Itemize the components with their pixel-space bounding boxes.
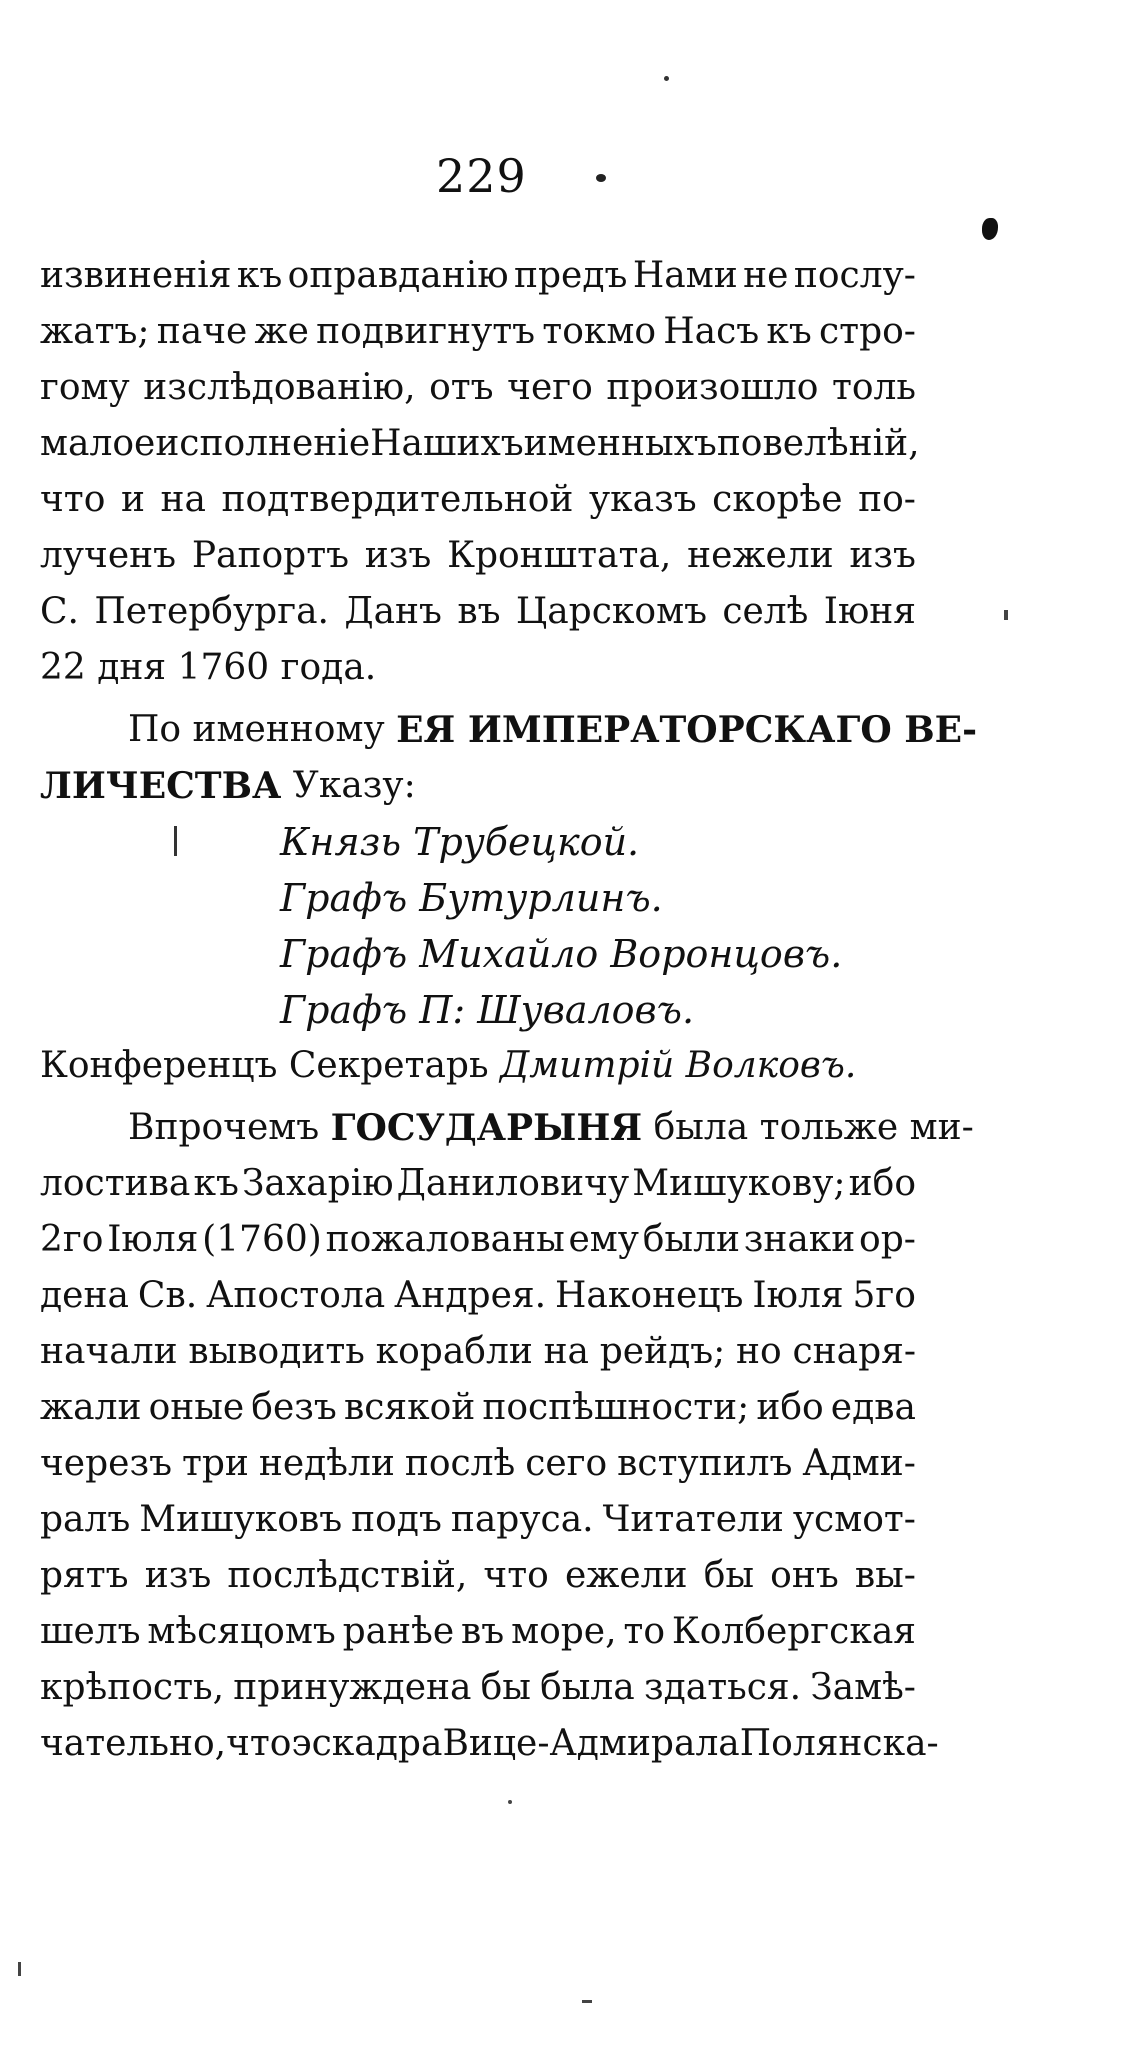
- word: выводить: [188, 1331, 365, 1372]
- text-line: [40, 528, 916, 584]
- text-line: [40, 1212, 916, 1268]
- secretary-title: Конференцъ Секретарь: [40, 1045, 501, 1086]
- word: на: [543, 1331, 590, 1372]
- word: послѣ: [404, 1443, 516, 1484]
- word: 5го: [852, 1275, 916, 1316]
- word: Насъ: [663, 311, 760, 352]
- word: указъ: [588, 479, 697, 520]
- word: что: [226, 1723, 292, 1764]
- word: дена: [40, 1275, 129, 1316]
- decree-line-2: [40, 758, 916, 814]
- word: нежели: [687, 535, 834, 576]
- text-line: [40, 1436, 916, 1492]
- word: къ: [766, 311, 812, 352]
- decree-title-cont: ЛИЧЕСТВА: [40, 765, 282, 807]
- word: въ: [461, 1611, 505, 1652]
- ink-speck: [18, 1962, 21, 1976]
- word: три: [181, 1443, 249, 1484]
- decree-prefix: По именному: [128, 709, 397, 750]
- word: лученъ: [40, 535, 177, 576]
- word: бы: [703, 1555, 755, 1596]
- ink-blot: [982, 218, 998, 240]
- word: Полянска-: [739, 1723, 939, 1764]
- word: едва: [830, 1387, 916, 1428]
- word: произошло: [606, 367, 819, 408]
- word: Іюля: [752, 1275, 844, 1316]
- secretary-name: Дмитрій Волковъ.: [500, 1045, 857, 1086]
- text-line: [40, 1604, 916, 1660]
- word: именныхъ: [523, 423, 717, 464]
- word: токмо: [542, 311, 657, 352]
- word: Даниловичу: [396, 1163, 630, 1204]
- word: 2го: [40, 1219, 104, 1260]
- text-line: [40, 1548, 916, 1604]
- word: Мишукову;: [632, 1163, 846, 1204]
- word: что: [40, 479, 106, 520]
- word: ибо: [756, 1387, 824, 1428]
- word: же: [254, 311, 309, 352]
- word: но: [736, 1331, 782, 1372]
- word: жатъ;: [40, 311, 150, 352]
- text-line: [40, 416, 920, 472]
- paragraph-2: [40, 1100, 974, 1772]
- word: здаться.: [643, 1667, 802, 1708]
- word: послѣдствій,: [227, 1555, 468, 1596]
- word: Вице-Адмирала: [442, 1723, 740, 1764]
- word: то: [623, 1611, 665, 1652]
- word: корабли: [375, 1331, 533, 1372]
- word: начали: [40, 1331, 178, 1372]
- signatures: [40, 814, 916, 1038]
- ink-speck: [1004, 610, 1008, 620]
- word: Захарію: [241, 1163, 394, 1204]
- word: изслѣдованію,: [143, 367, 416, 408]
- text-line: [40, 360, 916, 416]
- decree-title: ЕЯ ИМПЕРАТОРСКАГО ВЕ-: [396, 709, 978, 751]
- word: Апостола: [206, 1275, 386, 1316]
- word: сего: [525, 1443, 608, 1484]
- decree-line-1: [40, 702, 978, 758]
- word: (1760): [202, 1219, 322, 1260]
- word: изъ: [364, 535, 432, 576]
- text-line: [40, 584, 916, 640]
- word: крѣпость,: [40, 1667, 225, 1708]
- ink-speck: [174, 826, 177, 856]
- word: Замѣ-: [810, 1667, 916, 1708]
- word: безъ: [251, 1387, 337, 1428]
- word: паче: [156, 311, 248, 352]
- word: Нами: [632, 255, 738, 296]
- word: Іюля: [107, 1219, 199, 1260]
- word: Нашихъ: [370, 423, 524, 464]
- word: Андрея.: [394, 1275, 547, 1316]
- text-line: [40, 1324, 916, 1380]
- word: ибо: [848, 1163, 916, 1204]
- decree-suffix: Указу:: [281, 765, 416, 806]
- text-line: [40, 1660, 916, 1716]
- word: была: [540, 1667, 635, 1708]
- word: предъ: [514, 255, 628, 296]
- word: стро-: [819, 311, 916, 352]
- word: и: [120, 479, 145, 520]
- word: по-: [858, 479, 916, 520]
- word: Читатели: [602, 1499, 784, 1540]
- word: снаря-: [792, 1331, 916, 1372]
- word: море,: [511, 1611, 617, 1652]
- word: въ: [457, 591, 501, 632]
- word: изъ: [144, 1555, 212, 1596]
- ink-speck: [508, 1800, 512, 1804]
- word: всякой: [343, 1387, 476, 1428]
- word: отъ: [429, 367, 494, 408]
- word: оные: [148, 1387, 245, 1428]
- word: ралъ: [40, 1499, 131, 1540]
- word: ор-: [859, 1219, 916, 1260]
- paragraph-1: [40, 248, 920, 696]
- word: вступилъ: [617, 1443, 793, 1484]
- word: толь: [831, 367, 916, 408]
- word: Св.: [137, 1275, 198, 1316]
- word: не: [743, 255, 789, 296]
- word: Данъ: [344, 591, 442, 632]
- ink-speck: [664, 76, 669, 81]
- text-line: [40, 248, 916, 304]
- decree-heading: [40, 702, 978, 814]
- text-line: [40, 1716, 939, 1772]
- word: были: [642, 1219, 740, 1260]
- word: ежели: [564, 1555, 688, 1596]
- word: шелъ: [40, 1611, 141, 1652]
- signature: Графъ П: Шуваловъ.: [280, 988, 695, 1032]
- word: Мишуковъ: [139, 1499, 343, 1540]
- signature: Графъ Михайло Воронцовъ.: [280, 932, 843, 976]
- word: пожалованы: [325, 1219, 565, 1260]
- secretary-line: [40, 1038, 916, 1094]
- word: рятъ: [40, 1555, 129, 1596]
- text-line: [40, 304, 916, 360]
- word: онъ: [770, 1555, 839, 1596]
- signature: Графъ Бутурлинъ.: [280, 876, 663, 920]
- word: чего: [507, 367, 593, 408]
- word: ему: [568, 1219, 639, 1260]
- word: Кронштата,: [447, 535, 672, 576]
- word: Петербурга.: [94, 591, 329, 632]
- word: скорѣе: [712, 479, 843, 520]
- word: мѣсяцомъ: [147, 1611, 336, 1652]
- word: поспѣшности;: [482, 1387, 750, 1428]
- word: исполненіе: [155, 423, 371, 464]
- word: на: [160, 479, 206, 520]
- text-body: [40, 248, 978, 1772]
- word: повелѣній,: [716, 423, 920, 464]
- word: подтвердительной: [221, 479, 574, 520]
- text-line: [40, 1492, 916, 1548]
- word: знаки: [743, 1219, 856, 1260]
- word: что: [483, 1555, 549, 1596]
- page-number: 229: [436, 149, 527, 203]
- word: подъ: [351, 1499, 442, 1540]
- ink-speck: [582, 2000, 592, 2003]
- text-line: 22 дня 1760 года.: [40, 647, 377, 688]
- word: послу-: [793, 255, 916, 296]
- word: изъ: [849, 535, 916, 576]
- ink-speck: [596, 174, 606, 182]
- word: Царскомъ: [515, 591, 707, 632]
- word: лостива: [40, 1163, 191, 1204]
- word: жали: [40, 1387, 142, 1428]
- word: недѣли: [258, 1443, 395, 1484]
- word: оправданію: [287, 255, 509, 296]
- word: Адми-: [802, 1443, 916, 1484]
- word: Рапортъ: [191, 535, 350, 576]
- word: подвигнутъ: [316, 311, 536, 352]
- word: паруса.: [450, 1499, 594, 1540]
- text-line: [40, 1268, 916, 1324]
- word: Іюня: [823, 591, 916, 632]
- word: селѣ: [722, 591, 809, 632]
- word: принуждена: [233, 1667, 472, 1708]
- word: къ: [236, 255, 283, 296]
- word: рейдъ;: [599, 1331, 726, 1372]
- text-line: [40, 1156, 916, 1212]
- word: гому: [40, 367, 130, 408]
- word: эскадра: [291, 1723, 443, 1764]
- word: чательно,: [40, 1723, 227, 1764]
- word: вы-: [854, 1555, 916, 1596]
- word: къ: [193, 1163, 239, 1204]
- word: усмот-: [792, 1499, 916, 1540]
- word: извиненія: [40, 255, 232, 296]
- word: черезъ: [40, 1443, 172, 1484]
- text-line: [40, 472, 916, 528]
- word: Наконецъ: [555, 1275, 744, 1316]
- word: малое: [40, 423, 156, 464]
- word: бы: [480, 1667, 531, 1708]
- word: Колбергская: [671, 1611, 916, 1652]
- word: ранѣе: [342, 1611, 455, 1652]
- text-line: [40, 1380, 916, 1436]
- word: С.: [40, 591, 79, 632]
- signature: Князь Трубецкой.: [280, 820, 640, 864]
- text-line: Впрочемъ ГОСУДАРЫНЯ была тольже ми-: [128, 1107, 974, 1149]
